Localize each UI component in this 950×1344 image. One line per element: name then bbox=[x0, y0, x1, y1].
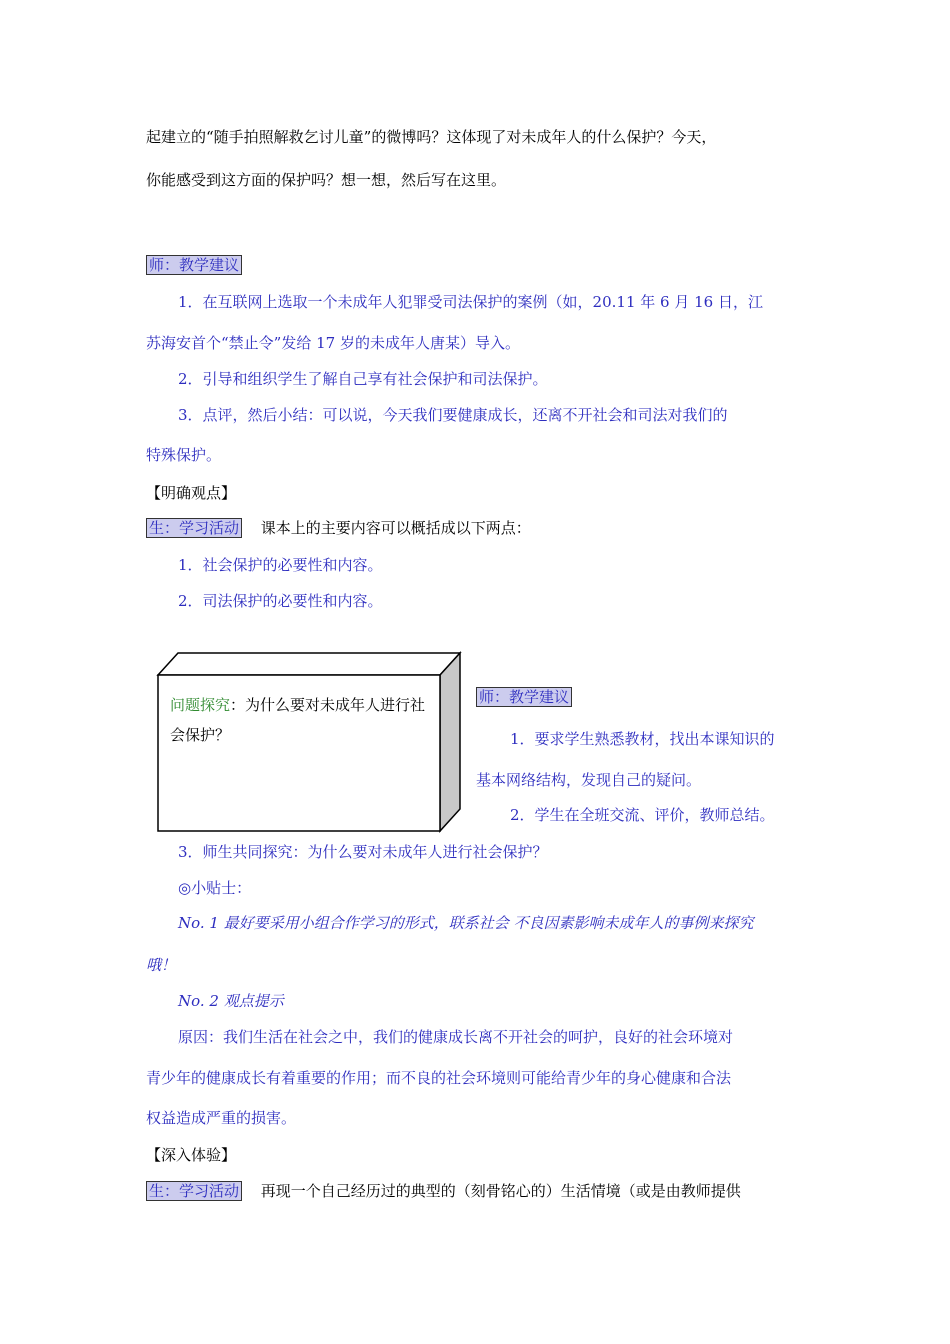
section-clear-viewpoint: 【明确观点】 bbox=[146, 484, 237, 502]
student-activity-2 bbox=[146, 1181, 741, 1201]
teacher1-line-1: 1．在互联网上选取一个未成年人犯罪受司法保护的案例（如，20.11 年 6 月 16 日，江 bbox=[178, 293, 763, 311]
inquiry-text: ：为什么要对未成年人进行社会保护？ bbox=[170, 696, 426, 744]
student-activity-1 bbox=[146, 518, 531, 538]
teacher1-line-4: 3．点评，然后小结：可以说，今天我们要健康成长，还离不开社会和司法对我们的 bbox=[178, 406, 728, 424]
teacher-tag-label: 师：教学建议 bbox=[146, 255, 242, 275]
point-1: 1．社会保护的必要性和内容。 bbox=[178, 556, 383, 574]
student-tag-label-2: 生：学习活动 bbox=[146, 1181, 242, 1201]
intro-line-1: 起建立的“随手拍照解救乞讨儿童”的微博吗？这体现了对未成年人的什么保护？今天， bbox=[146, 128, 717, 146]
student2-text: 再现一个自己经历过的典型的（刻骨铭心的）生活情境（或是由教师提供 bbox=[260, 1182, 741, 1200]
tips-title: ◎小贴士： bbox=[178, 879, 252, 897]
inquiry-label: 问题探究 bbox=[170, 696, 231, 714]
teacher2-line-1: 1．要求学生熟悉教材，找出本课知识的 bbox=[510, 730, 775, 748]
teacher-tag-2 bbox=[476, 687, 572, 707]
reason-line-3: 权益造成严重的损害。 bbox=[146, 1109, 297, 1127]
teacher1-line-5: 特殊保护。 bbox=[146, 446, 222, 464]
student-tag-label: 生：学习活动 bbox=[146, 518, 242, 538]
tip2-title: No. 2 观点提示 bbox=[178, 992, 284, 1010]
teacher2-line-2: 基本网络结构，发现自己的疑问。 bbox=[476, 771, 702, 789]
student1-text: 课本上的主要内容可以概括成以下两点： bbox=[260, 519, 531, 537]
teacher1-line-2: 苏海安首个“禁止令”发给 17 岁的未成年人唐某）导入。 bbox=[146, 334, 520, 352]
section-deep-experience: 【深入体验】 bbox=[146, 1146, 237, 1164]
teacher2-line-3: 2．学生在全班交流、评价，教师总结。 bbox=[510, 806, 775, 824]
teacher-tag-1 bbox=[146, 255, 242, 275]
teacher1-line-3: 2．引导和组织学生了解自己享有社会保护和司法保护。 bbox=[178, 370, 548, 388]
tip1-line-1: No. 1 最好要采用小组合作学习的形式，联系社会 不良因素影响未成年人的事例来探究 bbox=[178, 914, 754, 932]
reason-line-1: 原因：我们生活在社会之中，我们的健康成长离不开社会的呵护，良好的社会环境对 bbox=[178, 1028, 734, 1046]
inquiry-box bbox=[170, 690, 432, 750]
reason-line-2: 青少年的健康成长有着重要的作用；而不良的社会环境则可能给青少年的身心健康和合法 bbox=[146, 1069, 732, 1087]
explore-3: 3．师生共同探究：为什么要对未成年人进行社会保护？ bbox=[178, 843, 548, 861]
tip1-line-2: 哦！ bbox=[146, 956, 177, 974]
teacher-tag-label-2: 师：教学建议 bbox=[476, 687, 572, 707]
intro-line-2: 你能感受到这方面的保护吗？想一想，然后写在这里。 bbox=[146, 171, 507, 189]
point-2: 2．司法保护的必要性和内容。 bbox=[178, 592, 383, 610]
